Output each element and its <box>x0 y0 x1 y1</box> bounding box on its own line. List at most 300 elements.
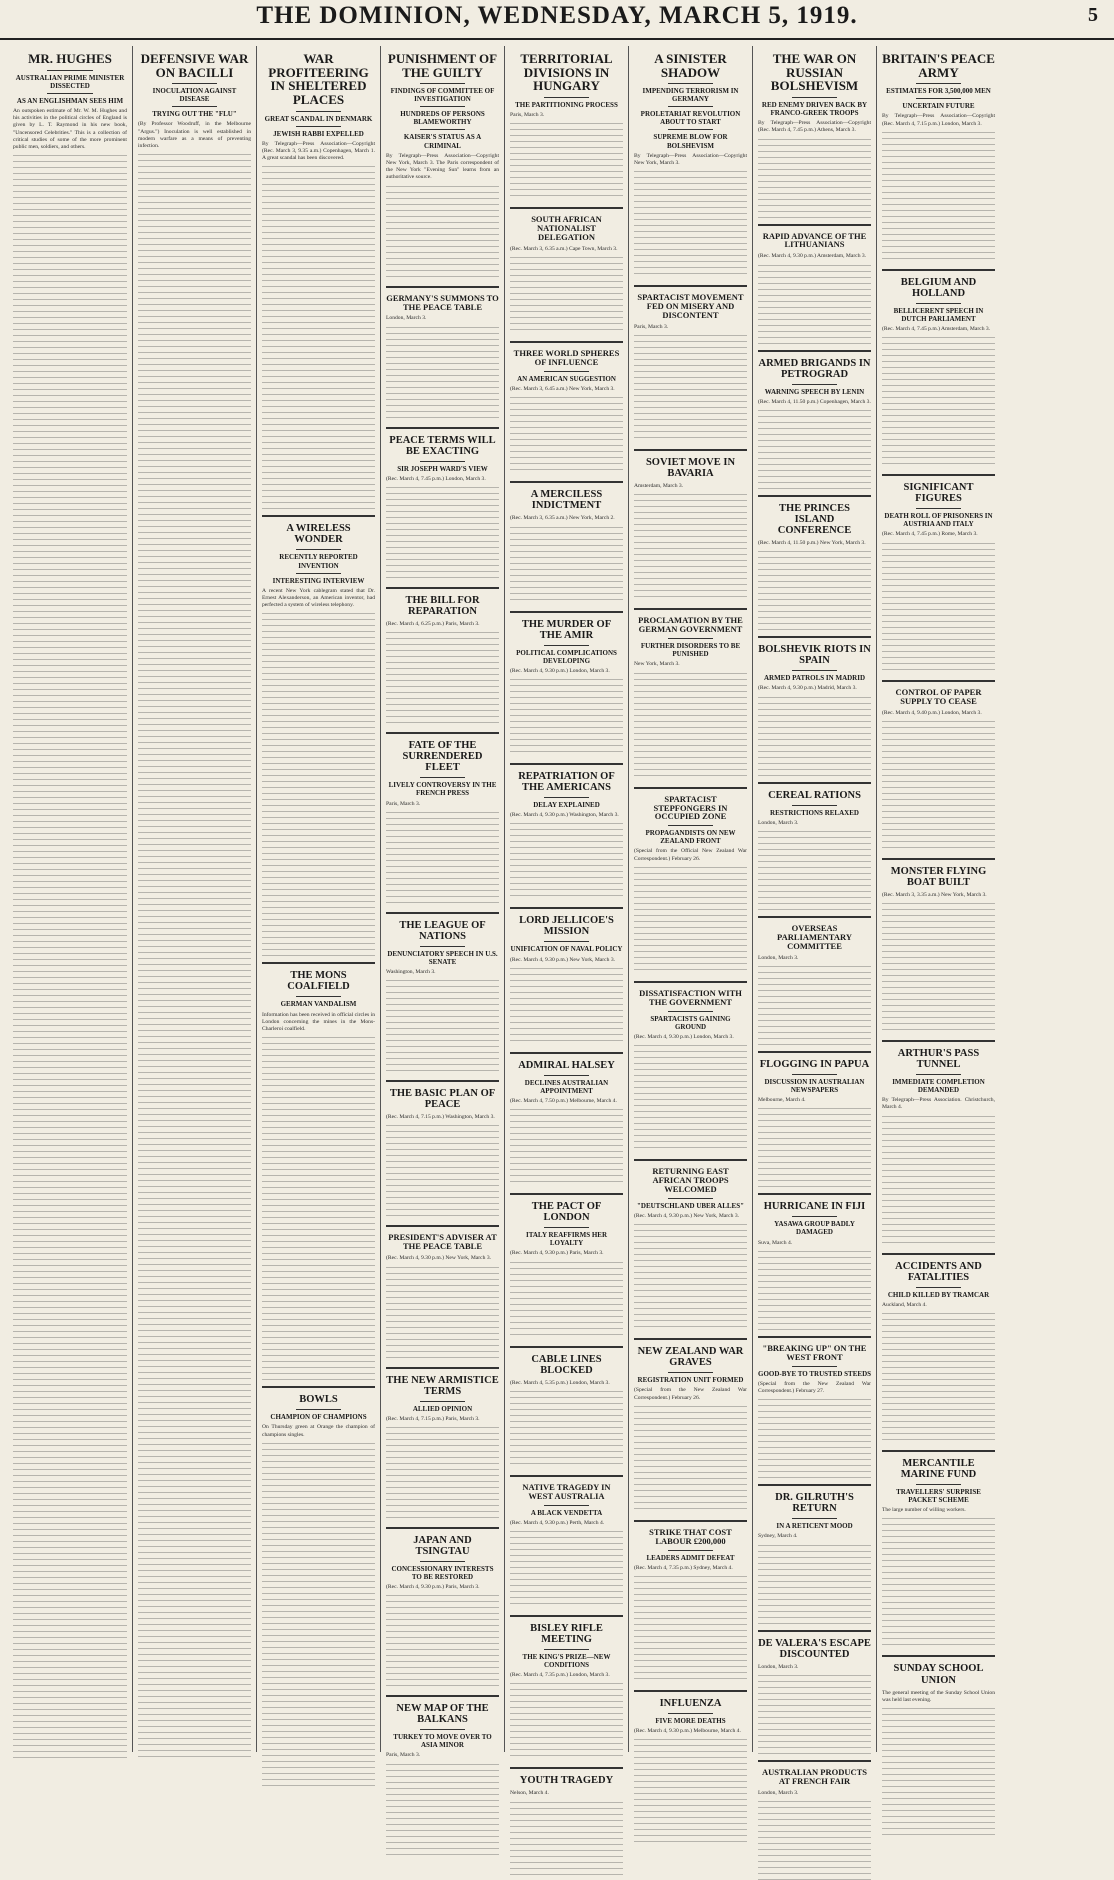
article-divider <box>510 763 623 765</box>
body-text-lines <box>758 697 871 776</box>
body-text-lines <box>262 1443 375 1786</box>
article-divider <box>386 587 499 589</box>
article-headline: "BREAKING UP" ON THE WEST FRONT <box>762 1342 867 1362</box>
body-text-lines <box>634 673 747 781</box>
headline-rule <box>296 111 341 112</box>
article-body: (Rec. March 4, 7.50 p.m.) Melbourne, March 4. <box>510 1097 617 1104</box>
article-body: (Rec. March 4, 9.30 p.m.) New York, March 3. <box>634 1213 740 1220</box>
headline-rule <box>420 461 465 462</box>
article-subheadline: ESTIMATES FOR 3,500,000 MEN <box>886 87 991 96</box>
article-divider <box>510 1052 623 1054</box>
article-headline: BOWLS <box>299 1394 338 1406</box>
article-subheadline: CONCESSIONARY INTERESTS TO BE RESTORED <box>391 1564 494 1581</box>
article-subheadline: FIVE MORE DEATHS <box>655 1717 726 1726</box>
article-divider <box>262 1386 375 1388</box>
column-1 <box>8 46 132 1752</box>
article-headline: THE NEW ARMISTICE TERMS <box>386 1374 499 1397</box>
article-divider <box>882 680 995 682</box>
article-body: London, March 3. <box>758 1789 799 1796</box>
article-body: (Special from the New Zealand War Correspondent.) February 26. <box>634 1387 747 1401</box>
headline-rule <box>916 508 961 509</box>
column-6 <box>628 46 752 1752</box>
article-body: Nelson, March 4. <box>510 1790 549 1797</box>
body-text-lines <box>510 823 623 901</box>
article-divider <box>386 1367 499 1369</box>
headline-rule <box>916 1287 961 1288</box>
article-body: Information has been received in official circles in London concerning the mines in the Mons-Charleroi coalfield. <box>262 1011 375 1033</box>
article <box>882 52 995 263</box>
article-headline: SOVIET MOVE IN BAVARIA <box>645 457 736 480</box>
article-body: (Rec. March 4, 11.50 p.m.) Copenhagen, March 3. <box>758 398 871 405</box>
article-headline: SPARTACIST STEPFONGERS IN OCCUPIED ZONE <box>653 793 728 822</box>
article-divider <box>758 1630 871 1632</box>
article-body: (Rec. March 4, 9.30 p.m.) London, March 3. <box>634 1033 734 1040</box>
article <box>758 916 871 1045</box>
body-text-lines <box>262 613 375 956</box>
article-body: London, March 3. <box>386 315 427 322</box>
article-headline: REPATRIATION OF THE AMERICANS <box>518 771 615 794</box>
article-body: (Rec. March 4, 9.30 p.m.) Washington, March 3. <box>510 812 619 819</box>
article <box>262 52 375 509</box>
body-text-lines <box>758 139 871 218</box>
article <box>634 285 747 443</box>
headline-rule <box>916 83 961 84</box>
article-divider <box>262 962 375 964</box>
article-divider <box>634 449 747 451</box>
article-divider <box>758 1051 871 1053</box>
article-divider <box>758 1760 871 1762</box>
article <box>510 481 623 604</box>
article-subheadline: REGISTRATION UNIT FORMED <box>637 1376 744 1385</box>
article-headline: GERMANY'S SUMMONS TO THE PEACE TABLE <box>386 292 499 312</box>
article-body: (Rec. March 4, 9.30 p.m.) London, March 3. <box>510 667 610 674</box>
article-body: (By Professor Woodruff, in the Melbourne "Argus.") Inoculation is well established in modern warfare as a means of preventing infection. <box>138 121 251 150</box>
article <box>758 636 871 775</box>
article-body: (Rec. March 4, 9.30 p.m.) New York, March 3. <box>386 1255 492 1262</box>
body-text-lines <box>758 410 871 489</box>
article-body: (Rec. March 4, 7.15 p.m.) Washington, March 3. <box>386 1114 495 1121</box>
headline-rule <box>420 1401 465 1402</box>
article-subheadline: AN AMERICAN SUGGESTION <box>517 375 616 384</box>
article-subheadline: RESTRICTIONS RELAXED <box>770 808 859 817</box>
article-divider <box>882 474 995 476</box>
article <box>758 1336 871 1478</box>
article-subheadline: THE PARTITIONING PROCESS <box>515 100 618 109</box>
body-text-lines <box>386 186 499 280</box>
article-headline: RAPID ADVANCE OF THE LITHUANIANS <box>762 230 867 250</box>
article-divider <box>510 907 623 909</box>
article-body: Melbourne, March 4. <box>758 1097 806 1104</box>
article <box>510 1193 623 1339</box>
article-body: (Rec. March 4, 6.25 p.m.) Paris, March 3. <box>386 621 480 628</box>
article-divider <box>386 1080 499 1082</box>
body-text-lines <box>386 980 499 1074</box>
article <box>882 1040 995 1247</box>
article <box>758 1760 871 1880</box>
article-body: Amsterdam, March 3. <box>634 483 684 490</box>
article-body: A recent New York cablegram stated that Dr. Ernest Alexanderson, an American inventor, had perfected a system of wireless telephony. <box>262 587 375 609</box>
headline-rule <box>916 1074 961 1075</box>
article-subheadline: SUPREME BLOW FOR BOLSHEVISM <box>653 133 728 150</box>
headline-rule <box>420 777 465 778</box>
article-headline: MR. HUGHES <box>28 51 112 66</box>
article <box>386 286 499 421</box>
article-body: Paris, March 3. <box>386 1752 421 1759</box>
article-subheadline: LIVELY CONTROVERSY IN THE FRENCH PRESS <box>388 781 497 798</box>
article-headline: PRESIDENT'S ADVISER AT THE PEACE TABLE <box>388 1232 497 1252</box>
article-body: By Telegraph—Press Association—Copyright (Rec. March 4, 7.45 p.m.) Athens, March 3. <box>758 120 871 134</box>
article-subheadline: AS AN ENGLISHMAN SEES HIM <box>16 96 124 105</box>
headline-rule <box>544 645 589 646</box>
article-headline: HURRICANE IN FIJI <box>763 1201 866 1213</box>
article-subheadline: SPARTACISTS GAINING GROUND <box>650 1014 731 1031</box>
article-subheadline: UNCERTAIN FUTURE <box>902 102 975 111</box>
body-text-lines <box>882 337 995 468</box>
article <box>882 858 995 1034</box>
article-body: On Thursday green at Orange the champion of champions singles. <box>262 1424 375 1438</box>
body-text-lines <box>510 1262 623 1340</box>
article-body: (Rec. March 4, 7.15 p.m.) Paris, March 3. <box>386 1415 480 1422</box>
article-subheadline: AUSTRALIAN PRIME MINISTER DISSECTED <box>15 73 125 90</box>
body-text-lines <box>882 721 995 852</box>
article <box>634 787 747 975</box>
body-text-lines <box>13 155 127 1758</box>
article-headline: LORD JELLICOE'S MISSION <box>519 915 614 938</box>
article-headline: THE PRINCES ISLAND CONFERENCE <box>777 503 852 537</box>
article-headline: ARMED BRIGANDS IN PETROGRAD <box>758 357 871 380</box>
article-body: (Rec. March 4, 9.30 p.m.) Melbourne, March 4. <box>634 1728 741 1735</box>
headline-rule <box>792 1366 837 1367</box>
body-text-lines <box>634 1045 747 1153</box>
headline-rule <box>668 638 713 639</box>
article-body: By Telegraph—Press Association—Copyright (Rec. March 3, 9.35 a.m.) Copenhagen, March 1. A great scandal has been discovered. <box>262 140 375 162</box>
headline-rule <box>668 106 713 107</box>
body-text-lines <box>510 397 623 475</box>
body-text-lines <box>882 903 995 1034</box>
body-text-lines <box>510 1391 623 1469</box>
article-divider <box>510 611 623 613</box>
article-headline: A SINISTER SHADOW <box>654 51 727 80</box>
article-divider <box>510 207 623 209</box>
article-headline: YOUTH TRAGEDY <box>519 1775 614 1787</box>
article-body: (Rec. March 4, 7.35 p.m.) Sydney, March 4. <box>634 1564 733 1571</box>
newspaper-title: THE DOMINION, WEDNESDAY, MARCH 5, 1919. <box>256 2 858 29</box>
article <box>758 1484 871 1623</box>
article-headline: AUSTRALIAN PRODUCTS AT FRENCH FAIR <box>761 1766 868 1786</box>
article <box>882 680 995 852</box>
article-body: Paris, March 3. <box>634 323 669 330</box>
body-text-lines <box>510 1109 623 1187</box>
article-body: Suva, March 4. <box>758 1239 793 1246</box>
article-headline: OVERSEAS PARLIAMENTARY COMMITTEE <box>777 922 852 951</box>
article-subheadline: FINDINGS OF COMMITTEE OF INVESTIGATION <box>390 87 495 104</box>
headline-rule <box>668 825 713 826</box>
body-text-lines <box>758 966 871 1045</box>
article-subheadline: "DEUTSCHLAND UBER ALLES" <box>637 1201 744 1210</box>
article-body: London, March 3. <box>758 1663 799 1670</box>
article-headline: BISLEY RIFLE MEETING <box>530 1623 603 1646</box>
article-body: (Special from the New Zealand War Correspondent.) February 27. <box>758 1380 871 1394</box>
article <box>882 474 995 673</box>
article <box>510 341 623 475</box>
article-subheadline: TRAVELLERS' SURPRISE PACKET SCHEME <box>896 1488 981 1505</box>
article-headline: WAR PROFITEERING IN SHELTERED PLACES <box>268 51 369 107</box>
article-body: London, March 3. <box>758 954 799 961</box>
body-text-lines <box>882 1708 995 1839</box>
article-divider <box>386 427 499 429</box>
article-headline: NEW MAP OF THE BALKANS <box>396 1703 489 1726</box>
article <box>882 1253 995 1444</box>
body-text-lines <box>510 527 623 605</box>
headline-rule <box>792 1518 837 1519</box>
article-divider <box>758 224 871 226</box>
headline-rule <box>668 1011 713 1012</box>
body-text-lines <box>758 551 871 630</box>
article-subheadline: WARNING SPEECH BY LENIN <box>764 387 865 396</box>
article-divider <box>882 1655 995 1657</box>
article <box>510 207 623 335</box>
article-headline: BOLSHEVIK RIOTS IN SPAIN <box>758 644 871 667</box>
article-body: (Rec. March 4, 7.45 p.m.) London, March 3. <box>386 475 486 482</box>
body-text-lines <box>386 812 499 906</box>
article-subheadline: GERMAN VANDALISM <box>280 1000 357 1009</box>
headline-rule <box>668 129 713 130</box>
article-subheadline: IN A RETICENT MOOD <box>776 1522 853 1531</box>
body-text-lines <box>634 335 747 443</box>
headline-rule <box>172 106 217 107</box>
headline-rule <box>420 946 465 947</box>
article-divider <box>510 1346 623 1348</box>
article-headline: INFLUENZA <box>659 1698 722 1710</box>
body-text-lines <box>758 1108 871 1187</box>
article-headline: FLOGGING IN PAPUA <box>759 1059 870 1071</box>
article-subheadline: HUNDREDS OF PERSONS BLAMEWORTHY <box>400 110 485 127</box>
article-body: (Rec. March 4, 9.30 p.m.) Paris, March 3. <box>510 1250 604 1257</box>
article-body: (Rec. March 4, 9.30 p.m.) Amsterdam, March 3. <box>758 253 867 260</box>
article-headline: ARTHUR'S PASS TUNNEL <box>897 1048 980 1071</box>
article-divider <box>634 1520 747 1522</box>
headline-rule <box>792 805 837 806</box>
body-text-lines <box>882 1116 995 1247</box>
article-divider <box>386 286 499 288</box>
article-body: New York, March 3. <box>634 661 680 668</box>
headline-rule <box>544 97 589 98</box>
body-text-lines <box>634 1224 747 1332</box>
headline-rule <box>544 1649 589 1650</box>
article-headline: FATE OF THE SURRENDERED FLEET <box>402 740 483 774</box>
article-headline: DR. GILRUTH'S RETURN <box>775 1492 854 1515</box>
article-headline: SIGNIFICANT FIGURES <box>903 482 974 505</box>
article <box>386 1080 499 1219</box>
article-body: (Rec. March 4, 9.30 p.m.) Perth, March 4. <box>510 1519 605 1526</box>
article-divider <box>510 1193 623 1195</box>
article-subheadline: IMMEDIATE COMPLETION DEMANDED <box>892 1078 985 1095</box>
article-divider <box>758 1336 871 1338</box>
article <box>510 611 623 757</box>
article-subheadline: A BLACK VENDETTA <box>530 1508 603 1517</box>
article-subheadline: UNIFICATION OF NAVAL POLICY <box>510 945 623 954</box>
article-headline: A MERCILESS INDICTMENT <box>530 489 603 512</box>
article-divider <box>758 1484 871 1486</box>
article-headline: NATIVE TRAGEDY IN WEST AUSTRALIA <box>522 1481 611 1501</box>
article-headline: CONTROL OF PAPER SUPPLY TO CEASE <box>895 686 982 706</box>
body-text-lines <box>386 487 499 581</box>
body-text-lines <box>386 1427 499 1521</box>
article <box>634 52 747 279</box>
article-subheadline: BELLICERENT SPEECH IN DUTCH PARLIAMENT <box>893 306 984 323</box>
body-text-lines <box>758 1675 871 1754</box>
article <box>386 732 499 905</box>
article-subheadline: INTERESTING INTERVIEW <box>272 576 365 585</box>
headline-rule <box>296 1409 341 1410</box>
headline-rule <box>420 1729 465 1730</box>
article-subheadline: THE KING'S PRIZE—NEW CONDITIONS <box>522 1653 611 1670</box>
article-subheadline: DELAY EXPLAINED <box>533 801 600 810</box>
body-text-lines <box>386 632 499 726</box>
article-divider <box>758 636 871 638</box>
article-subheadline: ITALY REAFFIRMS HER LOYALTY <box>525 1231 608 1248</box>
article-divider <box>758 1193 871 1195</box>
article <box>510 907 623 1045</box>
article-headline: ADMIRAL HALSEY <box>518 1059 615 1071</box>
body-text-lines <box>758 1545 871 1624</box>
body-text-lines <box>634 494 747 602</box>
article-body: By Telegraph—Press Association. Christchurch, March 4. <box>882 1097 995 1111</box>
article-body: Paris, March 3. <box>386 800 421 807</box>
article-body: (Rec. March 4, 7.45 p.m.) Amsterdam, March 3. <box>882 326 991 333</box>
article-headline: THE BILL FOR REPARATION <box>405 595 480 618</box>
article-divider <box>758 782 871 784</box>
headline-rule <box>792 384 837 385</box>
article-headline: SPARTACIST MOVEMENT FED ON MISERY AND DISCONTENT <box>637 292 744 320</box>
article-headline: A WIRELESS WONDER <box>286 523 351 546</box>
body-text-lines <box>510 123 623 201</box>
article-divider <box>634 1690 747 1692</box>
article-subheadline: INOCULATION AGAINST DISEASE <box>152 87 237 104</box>
article-subheadline: DISCUSSION IN AUSTRALIAN NEWSPAPERS <box>764 1078 865 1095</box>
article-headline: CABLE LINES BLOCKED <box>531 1353 602 1376</box>
body-text-lines <box>882 1313 995 1444</box>
article <box>634 608 747 780</box>
article-body: London, March 3. <box>758 819 799 826</box>
article <box>386 52 499 280</box>
article-subheadline: ARMED PATROLS IN MADRID <box>763 674 866 683</box>
article <box>510 1615 623 1761</box>
headline-rule <box>296 996 341 997</box>
article-body: An outspoken estimate of Mr. W. M. Hughes and his activities in the political circles of England is given by L. T. Raymond in his new book, "Uncensored Celebrities." This is a collection of critical studies of some of the more prominent public men, soldiers, and others. <box>13 107 127 151</box>
article-headline: THE PACT OF LONDON <box>531 1201 602 1224</box>
article-divider <box>510 1615 623 1617</box>
article <box>138 52 251 1758</box>
article-body: (Rec. March 4, 9.30 p.m.) Paris, March 3. <box>386 1584 480 1591</box>
article-body: The general meeting of the Sunday School Union was held last evening. <box>882 1689 995 1703</box>
article-headline: PUNISHMENT OF THE GUILTY <box>387 51 498 80</box>
article <box>510 52 623 201</box>
article-divider <box>758 495 871 497</box>
body-text-lines <box>758 1801 871 1880</box>
article <box>262 515 375 956</box>
article-subheadline: SIR JOSEPH WARD'S VIEW <box>397 464 488 473</box>
article-divider <box>386 732 499 734</box>
article-body: By Telegraph—Press Association—Copyright (Rec. March 4, 7.15 p.m.) London, March 3. <box>882 113 995 127</box>
article <box>634 1159 747 1332</box>
headline-rule <box>668 1198 713 1199</box>
article-divider <box>634 787 747 789</box>
article <box>510 1767 623 1879</box>
article-subheadline: RED ENEMY DRIVEN BACK BY FRANCO-GREEK TROOPS <box>761 100 868 117</box>
headline-rule <box>420 129 465 130</box>
headline-rule <box>668 1550 713 1551</box>
article-headline: THE BASIC PLAN OF PEACE <box>389 1088 496 1111</box>
article-headline: PEACE TERMS WILL BE EXACTING <box>389 434 496 457</box>
headline-rule <box>916 303 961 304</box>
article <box>386 1527 499 1689</box>
headline-rule <box>47 93 93 94</box>
headline-rule <box>420 1561 465 1562</box>
headline-rule <box>792 1074 837 1075</box>
article-subheadline: DENUNCIATORY SPEECH IN U.S. SENATE <box>387 949 498 966</box>
article-divider <box>634 608 747 610</box>
article-divider <box>386 1225 499 1227</box>
column-8 <box>876 46 1000 1752</box>
article <box>386 587 499 726</box>
body-text-lines <box>758 831 871 910</box>
article-divider <box>386 1695 499 1697</box>
article-body: (Rec. March 4, 9.30 p.m.) Madrid, March 3. <box>758 685 857 692</box>
body-text-lines <box>510 1683 623 1761</box>
body-text-lines <box>634 1406 747 1514</box>
article-subheadline: TRYING OUT THE "FLU" <box>152 110 237 119</box>
article-headline: ACCIDENTS AND FATALITIES <box>895 1260 982 1283</box>
article <box>634 449 747 602</box>
article <box>758 350 871 489</box>
article <box>634 1338 747 1514</box>
article <box>386 1367 499 1521</box>
article-headline: THE MURDER OF THE AMIR <box>521 618 612 641</box>
article-divider <box>386 1527 499 1529</box>
article-subheadline: KAISER'S STATUS AS A CRIMINAL <box>403 133 482 150</box>
headline-rule <box>420 83 465 84</box>
article-divider <box>882 858 995 860</box>
article-body: (Rec. March 4, 9.40 p.m.) London, March 3. <box>882 709 982 716</box>
article <box>758 1630 871 1754</box>
article <box>262 962 375 1380</box>
article <box>758 782 871 910</box>
article-subheadline: JEWISH RABBI EXPELLED <box>273 129 364 138</box>
headline-rule <box>420 106 465 107</box>
article-subheadline: RECENTLY REPORTED INVENTION <box>279 553 358 570</box>
article <box>882 269 995 468</box>
article-divider <box>386 912 499 914</box>
article <box>510 1475 623 1609</box>
body-text-lines <box>758 265 871 344</box>
article-divider <box>882 1253 995 1255</box>
body-text-lines <box>510 968 623 1046</box>
body-text-lines <box>634 171 747 279</box>
headline-rule <box>296 126 341 127</box>
article-headline: THE MONS COALFIELD <box>287 970 350 993</box>
article-divider <box>510 481 623 483</box>
article-subheadline: GREAT SCANDAL IN DENMARK <box>264 114 373 123</box>
body-text-lines <box>882 1518 995 1649</box>
article-body: Washington, March 3. <box>386 968 436 975</box>
article-subheadline: GOOD-BYE TO TRUSTED STEEDS <box>758 1369 872 1378</box>
article-subheadline: CHILD KILLED BY TRAMCAR <box>887 1290 990 1299</box>
article-body: (Rec. March 3, 6.35 a.m.) Cape Town, March 3. <box>510 246 618 252</box>
article-subheadline: LEADERS ADMIT DEFEAT <box>646 1553 735 1562</box>
article-headline: TERRITORIAL DIVISIONS IN HUNGARY <box>520 51 613 94</box>
article-subheadline: PROPAGANDISTS ON NEW ZEALAND FRONT <box>645 829 736 846</box>
